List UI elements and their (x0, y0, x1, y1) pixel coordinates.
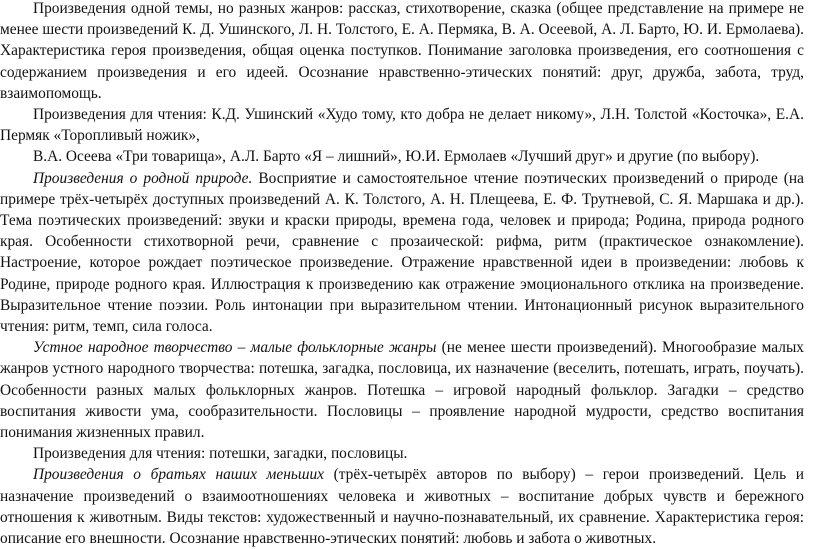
text-run: (трёх-четырёх авторов по выбору) – герои произведений. Цель и назначение произведений о взаимоотношениях человека и животных – воспитание добрых чувств и бережного отношения к животным. Виды текстов: художественный и научно-познавательный, их сравнение. Характеристика героя: описание его внешности. Осознание нравственно-этических понятий: любовь и забота о животных. (0, 466, 804, 548)
text-run: (не менее шести произведений). Многообразие малых жанров устного народного творчества: потешка, загадка, пословица, их назначение (веселить, потешать, играть, поучать). Особенности разных малых фольклорных жанров. Потешка – игровой народный фольклор. Загадки – средство воспитания живости ума, сообразительности. Пословицы – проявление народной мудрости, средство воспитания понимания жизненных правил. (0, 339, 804, 442)
text-run: В.А. Осеева «Три товарища», А.Л. Барто «Я – лишний», Ю.И. Ермолаев «Лучший друг» и другие (по выбору). (33, 148, 760, 166)
italic-heading: Произведения о братьях наших меньших (33, 466, 324, 484)
paragraph-p4 (0, 168, 804, 338)
text-run: Восприятие и самостоятельное чтение поэтических произведений о природе (на примере трёх-четырёх доступных произведений А. К. Толстого, А. Н. Плещеева, Е. Ф. Трутневой, С. Я. Маршака и др.). Тема поэтических произведений: звуки и краски природы, времена года, человек и природа; Родина, природа родного края. Особенности стихотворной речи, сравнение с прозаической: рифма, ритм (практическое ознакомление). Настроение, которое рождает поэтическое произведение. Отражение нравственной идеи в произведении: любовь к Родине, природе родного края. Иллюстрация к произведению как отражение эмоционального отклика на произведение. Выразительное чтение поэзии. Роль интонации при выразительном чтении. Интонационный рисунок выразительного чтения: ритм, темп, сила голоса. (0, 169, 804, 336)
paragraph-p2 (0, 104, 804, 146)
paragraph-p5 (0, 337, 804, 443)
paragraph-p6 (0, 443, 804, 464)
text-run: Произведения для чтения: К.Д. Ушинский «Худо тому, кто добра не делает никому», Л.Н. Толстой «Косточка», Е.А. Пермяк «Торопливый ножик», (0, 106, 804, 145)
italic-heading: Произведения о родной природе. (33, 169, 253, 187)
text-run: Произведения для чтения: потешки, загадки, пословицы. (33, 445, 408, 463)
paragraph-p1 (0, 0, 804, 104)
paragraph-p7 (0, 464, 804, 549)
italic-heading: Устное народное творчество – малые фольклорные жанры (33, 339, 437, 357)
paragraph-p3 (0, 146, 804, 167)
text-run: Произведения одной темы, но разных жанров: рассказ, стихотворение, сказка (общее представление на примере не менее шести произведений К. Д. Ушинского, Л. Н. Толстого, Е. А. Пермяка, В. А. Осеевой, А. Л. Барто, Ю. И. Ермолаева). Характеристика героя произведения, общая оценка поступков. Понимание заголовка произведения, его соотношения с содержанием произведения и его идеей. Осознание нравственно-этических понятий: друг, дружба, забота, труд, взаимопомощь. (0, 0, 804, 102)
